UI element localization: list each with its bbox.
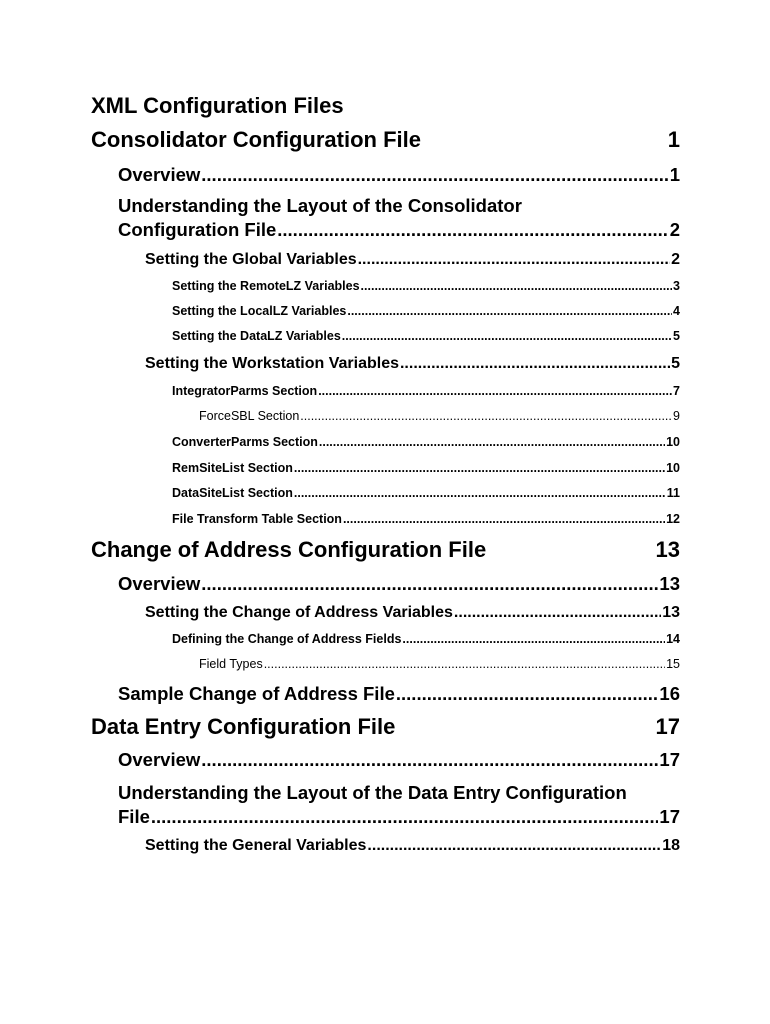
toc-page-number: 17	[659, 806, 680, 827]
toc-entry-label: Setting the General Variables	[145, 837, 367, 854]
leader	[400, 355, 670, 373]
toc-entry-global-variables[interactable]	[145, 251, 680, 269]
toc-entry-locallz[interactable]	[172, 304, 680, 318]
document-title: XML Configuration Files	[91, 93, 344, 118]
leader	[396, 683, 659, 705]
toc-entry-overview[interactable]	[118, 573, 680, 595]
leader	[361, 279, 673, 293]
toc-entry-label: Setting the RemoteLZ Variables	[172, 279, 360, 293]
toc-entry-label: File Transform Table Section	[172, 512, 342, 526]
toc-entry-file-transform-table[interactable]	[172, 512, 680, 526]
toc-page-number: 5	[673, 329, 680, 343]
toc-entry-understanding-consolidator[interactable]	[118, 194, 680, 242]
toc-entry-label: Setting the Workstation Variables	[145, 355, 399, 372]
toc-page-number: 13	[662, 604, 680, 621]
toc-entry-coa-fields[interactable]	[172, 632, 680, 646]
toc-entry-datalz[interactable]	[172, 329, 680, 343]
toc-page-number: 4	[673, 304, 680, 318]
toc-entry-label-line2: File	[118, 806, 150, 827]
toc-page-number: 14	[666, 632, 680, 646]
toc-entry-label: Overview	[118, 164, 201, 185]
toc-page-number: 15	[666, 657, 680, 671]
toc-entry-label: Change of Address Configuration File	[91, 537, 487, 562]
leader	[277, 218, 668, 242]
leader	[343, 512, 665, 526]
leader	[294, 461, 665, 475]
leader	[201, 749, 658, 771]
toc-entry-label: Setting the Change of Address Variables	[145, 604, 453, 621]
toc-page-number: 1	[667, 127, 680, 152]
toc-entry-sample-coa-file[interactable]	[118, 683, 680, 705]
toc-page-number: 7	[673, 384, 680, 398]
toc-page-number: 1	[669, 164, 680, 185]
toc-page-number: 2	[671, 251, 680, 268]
toc-entry-label-line2: Configuration File	[118, 219, 277, 240]
toc-entry-converterparms[interactable]	[172, 435, 680, 449]
leader	[319, 435, 665, 449]
toc-entry-label: Setting the Global Variables	[145, 251, 357, 268]
toc-page-number: 12	[666, 512, 680, 526]
toc-entry-label-line1: Understanding the Layout of the Consolidator	[118, 195, 522, 216]
toc-entry-label: ForceSBL Section	[199, 409, 300, 423]
toc-page-number: 17	[659, 749, 680, 770]
leader	[201, 164, 668, 186]
toc-entry-label: Setting the DataLZ Variables	[172, 329, 341, 343]
toc-entry-understanding-data-entry[interactable]	[118, 781, 680, 829]
toc-page-number: 11	[666, 486, 680, 500]
toc-entry-forcesbl[interactable]	[199, 409, 680, 423]
toc-entry-label: Overview	[118, 749, 201, 770]
leader	[342, 329, 672, 343]
toc-entry-datasitelist[interactable]	[172, 486, 680, 500]
toc-page-number: 13	[659, 573, 680, 594]
toc-entry-integratorparms[interactable]	[172, 384, 680, 398]
toc-entry-label: Defining the Change of Address Fields	[172, 632, 402, 646]
leader	[347, 304, 672, 318]
toc-entry-coa-variables[interactable]	[145, 604, 680, 622]
leader	[294, 486, 666, 500]
toc-entry-label-line1: Understanding the Layout of the Data Entry Configuration	[118, 782, 627, 803]
toc-entry-remotelz[interactable]	[172, 279, 680, 293]
toc-page-number: 17	[655, 714, 680, 739]
toc-entry-workstation-variables[interactable]	[145, 355, 680, 373]
toc-page-number: 5	[671, 355, 680, 372]
toc-entry-label: ConverterParms Section	[172, 435, 318, 449]
toc-page-number: 13	[655, 537, 680, 562]
toc-entry-label: Field Types	[199, 657, 263, 671]
toc-entry-label: Setting the LocalLZ Variables	[172, 304, 347, 318]
toc-entry-remsitelist[interactable]	[172, 461, 680, 475]
toc-entry-label: Sample Change of Address File	[118, 683, 395, 704]
toc-entry-overview[interactable]	[118, 164, 680, 186]
toc-entry-general-variables[interactable]	[145, 837, 680, 855]
toc-entry-overview[interactable]	[118, 749, 680, 771]
toc-page-number: 9	[673, 409, 680, 423]
toc-entry-consolidator[interactable]	[91, 127, 680, 153]
leader	[201, 573, 658, 595]
toc-entry-label: IntegratorParms Section	[172, 384, 318, 398]
toc-entry-label: RemSiteList Section	[172, 461, 293, 475]
leader	[318, 384, 672, 398]
leader	[367, 837, 661, 855]
leader	[151, 805, 659, 829]
toc-entry-label: DataSiteList Section	[172, 486, 293, 500]
toc-page-number: 16	[659, 683, 680, 704]
leader	[300, 409, 672, 423]
toc-page-number: 10	[666, 435, 680, 449]
toc-page-number: 18	[662, 837, 680, 854]
toc-entry-label: Data Entry Configuration File	[91, 714, 396, 739]
toc-entry-change-of-address[interactable]	[91, 537, 680, 563]
toc-page-number: 3	[673, 279, 680, 293]
toc-entry-label: Consolidator Configuration File	[91, 127, 421, 152]
leader	[402, 632, 665, 646]
leader	[358, 251, 670, 269]
leader	[264, 657, 665, 671]
toc-entry-label: Overview	[118, 573, 201, 594]
leader	[454, 604, 661, 622]
toc-page-number: 10	[666, 461, 680, 475]
toc-entry-field-types[interactable]	[199, 657, 680, 671]
toc-page-number: 2	[669, 219, 680, 240]
toc-entry-data-entry[interactable]	[91, 714, 680, 740]
